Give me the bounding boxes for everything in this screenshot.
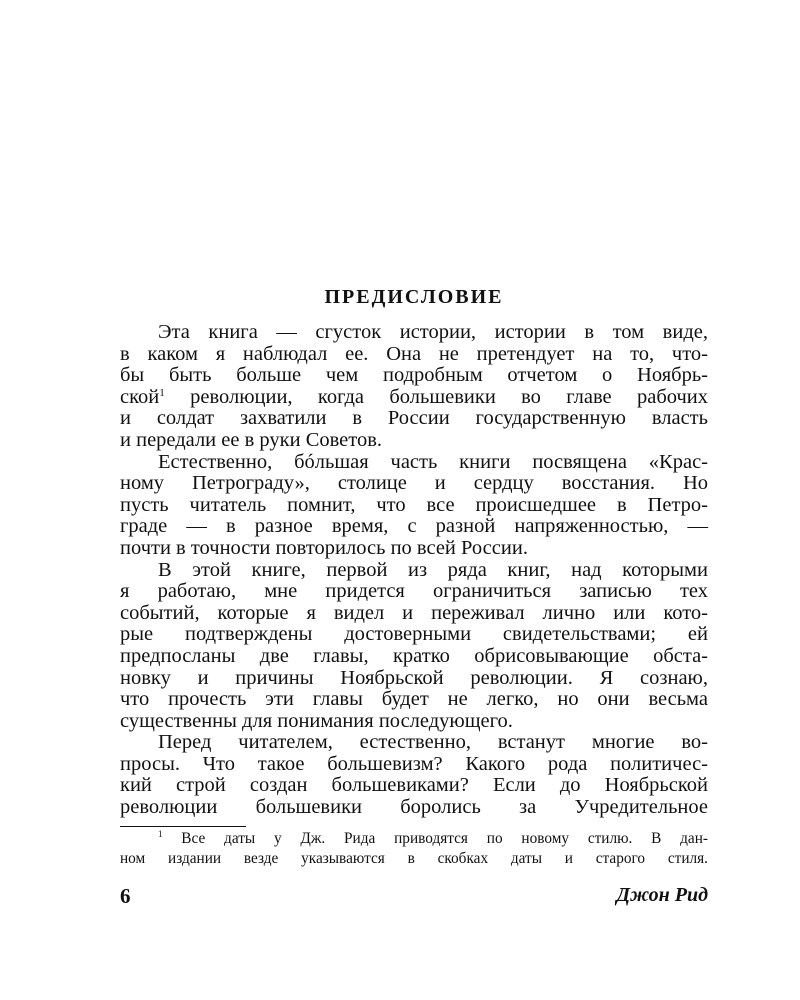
text-line: ному Петрограду», столице и сердцу восстания. Но <box>120 472 708 495</box>
text-line: в каком я наблюдал ее. Она не претендует на то, что- <box>120 342 708 365</box>
book-page <box>120 0 708 1000</box>
text-line: что прочесть эти главы будет не легко, но они весьма <box>120 688 708 711</box>
text-fragment: ской <box>120 385 160 408</box>
text-line: я работаю, мне придется ограничиться записью тех <box>120 580 708 603</box>
text-line: граде — в разное время, с разной напряженностью, — <box>120 515 708 538</box>
footnote-line: ном издании везде указываются в скобках даты и старого стиля. <box>120 850 708 867</box>
footnote-text: Все даты у Дж. Рида приводятся по новому стилю. В дан- <box>181 830 708 847</box>
page-title: ПРЕДИСЛОВИЕ <box>324 286 504 308</box>
text-line: кий строй создан большевиками? Если до Ноябрьской <box>120 774 708 797</box>
text-line: почти в точности повторилось по всей России. <box>120 536 528 559</box>
text-line: Естественно, бóльшая часть книги посвящена «Крас- <box>158 450 708 473</box>
footnote-divider <box>120 826 246 827</box>
text-line: Перед читателем, естественно, встанут многие во- <box>158 731 708 754</box>
text-line: Эта книга — сгусток истории, истории в том виде, <box>158 321 708 343</box>
running-footer-author: Джон Рид <box>616 884 708 906</box>
footnote-marker: 1 <box>159 386 165 399</box>
text-fragment: революции, когда большевики во главе рабочих <box>190 385 709 408</box>
text-line: революции большевики боролись за Учредительное <box>120 796 708 819</box>
text-line: просы. Что такое большевизм? Какого рода политичес- <box>120 752 708 775</box>
footnote-number: 1 <box>158 829 163 839</box>
text-line: и солдат захватили в России государственную власть <box>120 407 708 430</box>
footnote-line <box>120 829 708 849</box>
main-text <box>120 322 708 819</box>
text-line: новку и причины Ноябрьской революции. Я сознаю, <box>120 666 708 689</box>
footnote <box>120 829 708 869</box>
text-line: и передали ее в руки Советов. <box>120 428 383 451</box>
text-line: предпосланы две главы, кратко обрисовывающие обста- <box>120 644 708 667</box>
text-line: пусть читатель помнит, что все происшедшее в Петро- <box>120 493 708 516</box>
text-line: рые подтверждены достоверными свидетельствами; ей <box>120 623 708 646</box>
page-number: 6 <box>120 884 131 908</box>
text-line <box>120 387 708 409</box>
text-line: бы быть больше чем подробным отчетом о Ноябрь- <box>120 364 708 387</box>
text-line: событий, которые я видел и переживал лично или кото- <box>120 601 708 624</box>
text-line: существенны для понимания последующего. <box>120 709 513 732</box>
text-line: В этой книге, первой из ряда книг, над которыми <box>158 558 708 581</box>
